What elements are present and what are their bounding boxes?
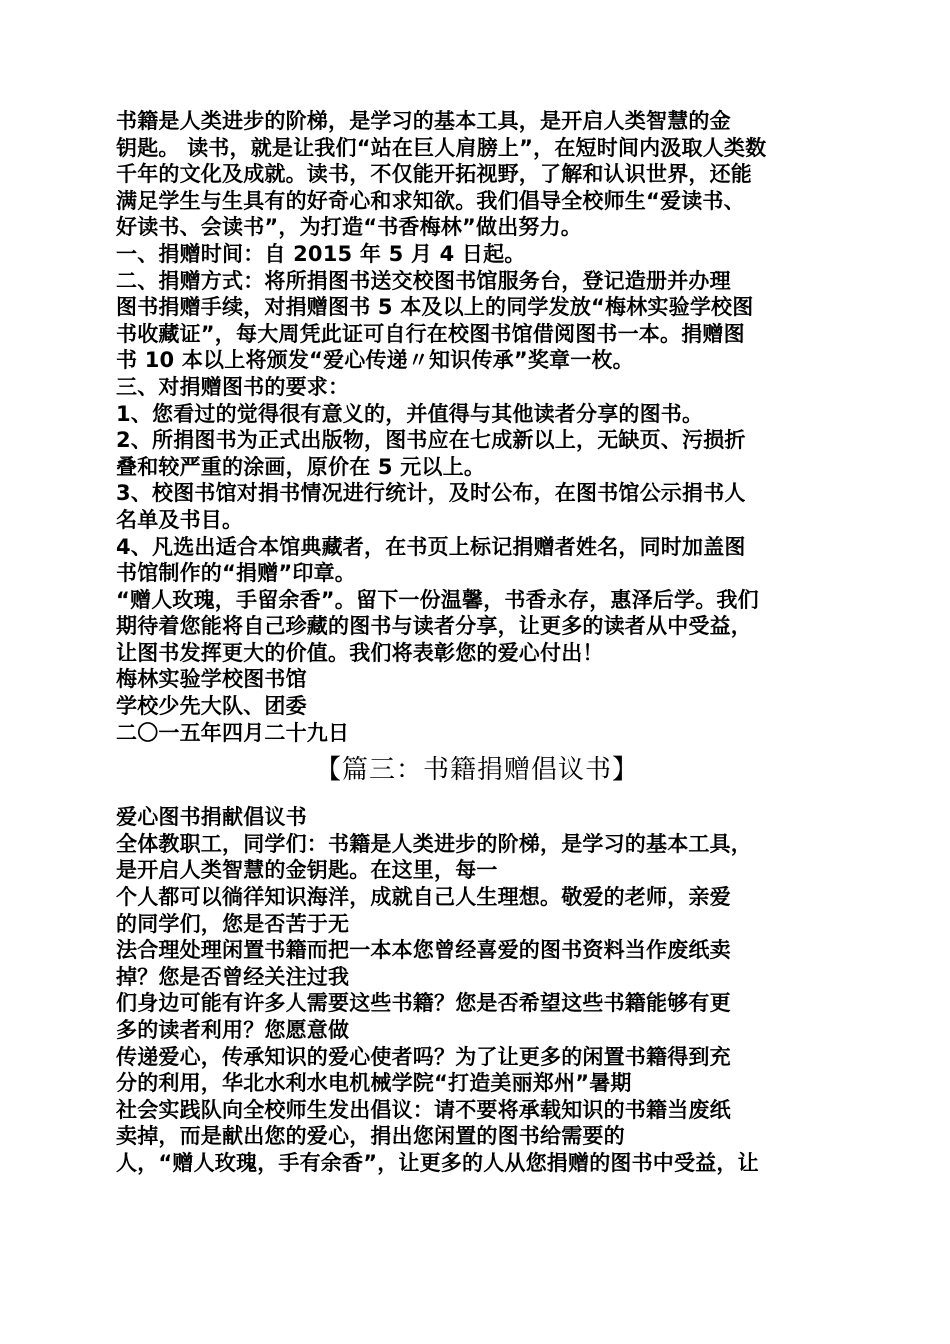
donation-notice-section bbox=[116, 108, 838, 746]
section-title: 【篇三：书籍捐赠倡议书】 bbox=[314, 755, 639, 786]
text-line: 千年的文化及成就。读书，不仅能开拓视野，了解和认识世界，还能 bbox=[116, 162, 752, 187]
text-line: 二〇一五年四月二十九日 bbox=[116, 720, 350, 745]
text-line: 2、所捐图书为正式出版物，图书应在七成新以上，无缺页、污损折 bbox=[116, 428, 746, 453]
text-line: 是开启人类智慧的金钥匙。在这里，每一 bbox=[116, 858, 498, 883]
text-line: 书收藏证”，每大周凭此证可自行在校图书馆借阅图书一本。捐赠图 bbox=[116, 321, 745, 346]
text-line: 钥匙。 读书，就是让我们“站在巨人肩膀上”，在短时间内汲取人类数 bbox=[116, 135, 767, 160]
text-line: 二、捐赠方式：将所捐图书送交校图书馆服务台，登记造册并办理 bbox=[116, 268, 731, 293]
donation-proposal-section bbox=[116, 804, 838, 1176]
text-line: 卖掉，而是献出您的爱心，捐出您闲置的图书给需要的 bbox=[116, 1124, 625, 1149]
text-line: 书馆制作的“捐赠”印章。 bbox=[116, 561, 357, 586]
text-line: 图书捐赠手续，对捐赠图书 5 本及以上的同学发放“梅林实验学校图 bbox=[116, 295, 754, 320]
text-line: 掉？您是否曾经关注过我 bbox=[116, 964, 350, 989]
text-line: 社会实践队向全校师生发出倡议：请不要将承载知识的书籍当废纸 bbox=[116, 1097, 731, 1122]
text-line: 个人都可以徜徉知识海洋，成就自己人生理想。敬爱的老师，亲爱 bbox=[116, 885, 731, 910]
text-line: 多的读者利用？您愿意做 bbox=[116, 1018, 350, 1042]
text-line: 1、您看过的觉得很有意义的，并值得与其他读者分享的图书。 bbox=[116, 401, 704, 426]
text-line: 让图书发挥更大的价值。我们将表彰您的爱心付出！ bbox=[116, 640, 604, 665]
text-line: 书 10 本以上将颁发“爱心传递〃知识传承”奖章一枚。 bbox=[116, 348, 634, 373]
document-page bbox=[116, 108, 838, 1177]
text-line: 学校少先大队、团委 bbox=[116, 694, 307, 719]
text-line: 三、对捐赠图书的要求： bbox=[116, 374, 350, 399]
text-line: 全体教职工，同学们：书籍是人类进步的阶梯，是学习的基本工具， bbox=[116, 831, 752, 856]
text-line: 书籍是人类进步的阶梯，是学习的基本工具，是开启人类智慧的金 bbox=[116, 109, 731, 133]
text-line: 传递爱心，传承知识的爱心使者吗？为了让更多的闲置书籍得到充 bbox=[116, 1044, 731, 1069]
text-line: 3、校图书馆对捐书情况进行统计，及时公布，在图书馆公示捐书人 bbox=[116, 481, 746, 506]
text-line: 期待着您能将自己珍藏的图书与读者分享，让更多的读者从中受益， bbox=[116, 614, 752, 639]
text-line: 名单及书目。 bbox=[116, 507, 244, 532]
text-line: “赠人玫瑰，手留余香”。留下一份温馨，书香永存，惠泽后学。我们 bbox=[116, 587, 759, 612]
text-line: 4、凡选出适合本馆典藏者，在书页上标记捐赠者姓名，同时加盖图 bbox=[116, 534, 746, 559]
text-line: 的同学们，您是否苦于无 bbox=[116, 911, 350, 936]
text-line: 人，“赠人玫瑰，手有余香”，让更多的人从您捐赠的图书中受益，让 bbox=[116, 1150, 759, 1175]
text-line: 法合理处理闲置书籍而把一本本您曾经喜爱的图书资料当作废纸卖 bbox=[116, 938, 731, 963]
text-line: 满足学生与生具有的好奇心和求知欲。我们倡导全校师生“爱读书、 bbox=[116, 188, 745, 213]
text-line: 一、捐赠时间：自 2015 年 5 月 4 日起。 bbox=[116, 241, 526, 266]
text-line: 梅林实验学校图书馆 bbox=[116, 667, 307, 692]
text-line: 分的利用，华北水利水电机械学院“打造美丽郑州”暑期 bbox=[116, 1071, 632, 1096]
text-line: 好读书、会读书”，为打造“书香梅林”做出努力。 bbox=[116, 215, 583, 240]
text-line: 叠和较严重的涂画，原价在 5 元以上。 bbox=[116, 454, 486, 479]
text-line: 爱心图书捐献倡议书 bbox=[116, 805, 307, 830]
text-line: 们身边可能有许多人需要这些书籍？您是否希望这些书籍能够有更 bbox=[116, 991, 731, 1016]
